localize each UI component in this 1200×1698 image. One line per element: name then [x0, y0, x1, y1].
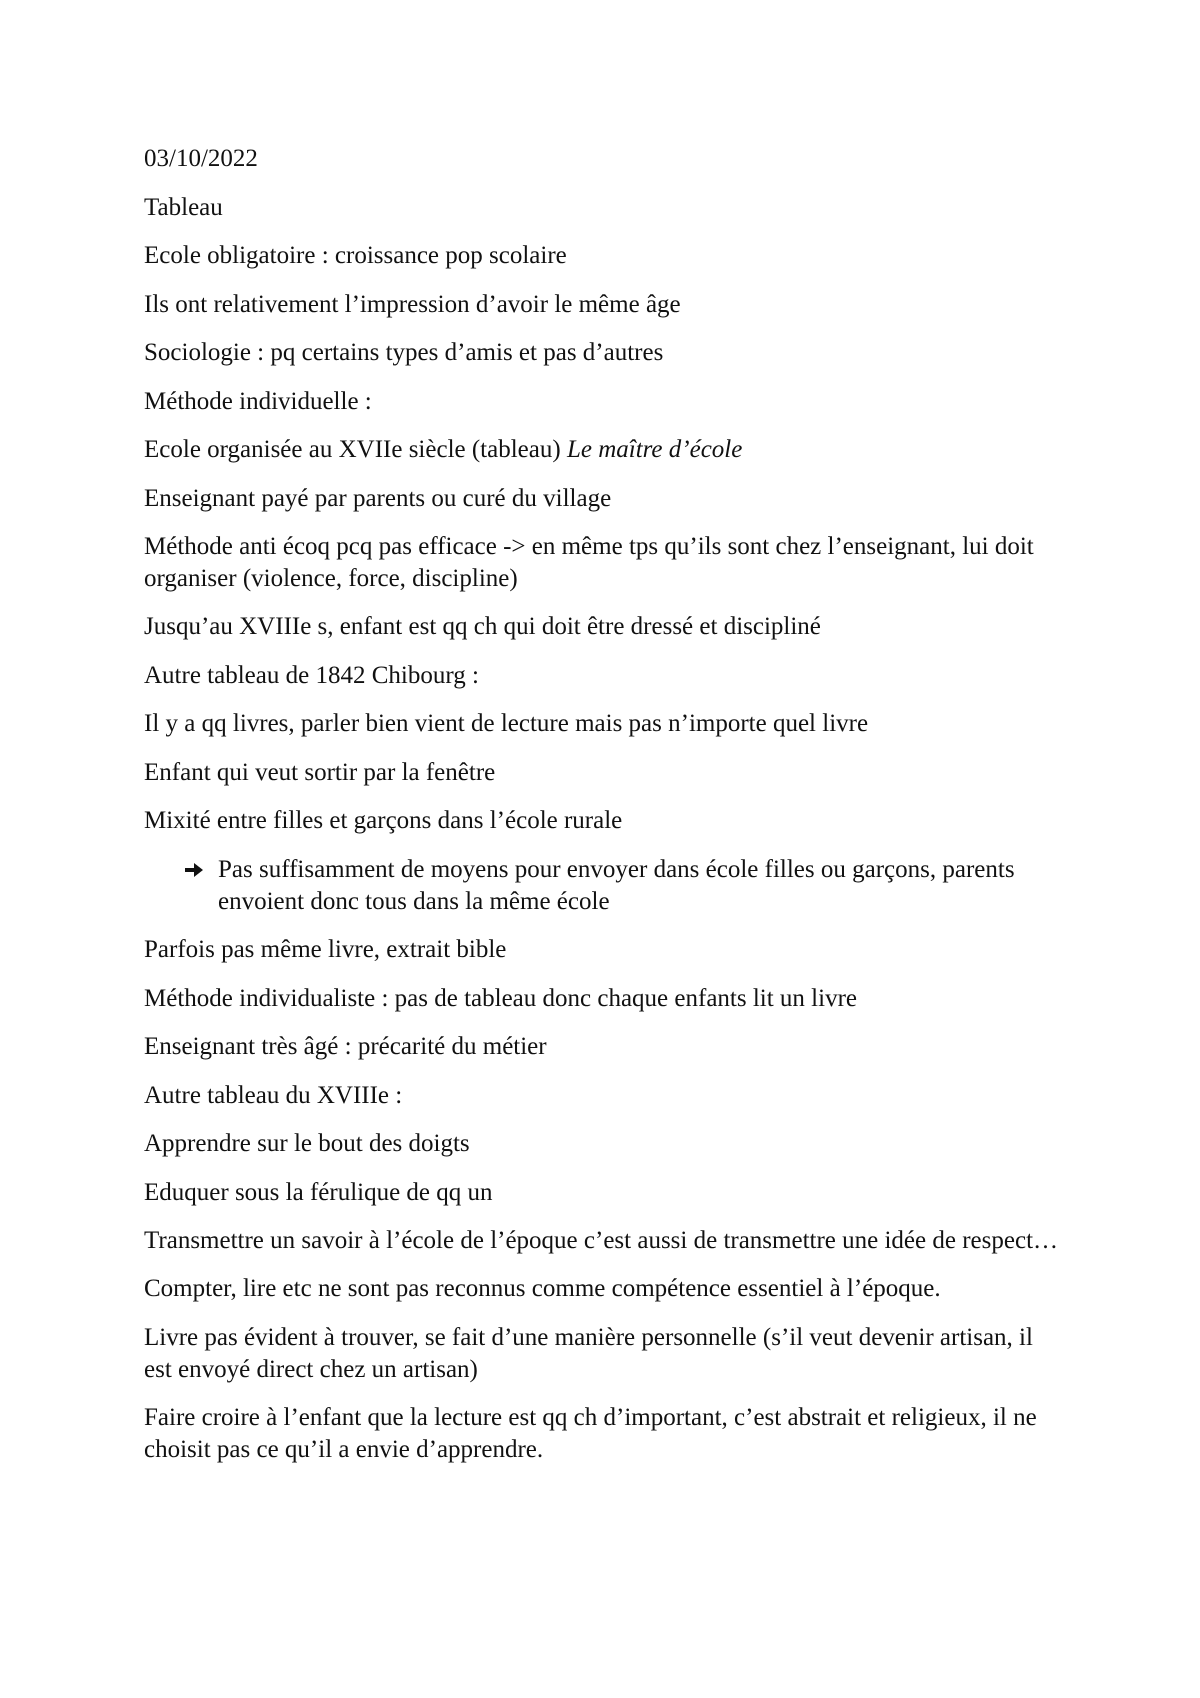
bullet-text: Pas suffisamment de moyens pour envoyer dans école filles ou garçons, parents envoient donc tous dans la même école — [218, 855, 1015, 915]
text-paragraph: Livre pas évident à trouver, se fait d’une manière personnelle (s’il veut devenir artisan, il est envoyé direct chez un artisan) — [144, 1323, 1033, 1383]
text-line: Mixité entre filles et garçons dans l’école rurale — [144, 807, 623, 834]
artwork-title: Le maître d’école — [566, 436, 743, 463]
text-line: Ecole obligatoire : croissance pop scolaire — [144, 242, 567, 269]
text-line: Sociologie : pq certains types d’amis et pas d’autres — [144, 339, 664, 366]
text-line: Enfant qui veut sortir par la fenêtre — [144, 758, 496, 786]
date-line: 03/10/2022 — [144, 145, 258, 172]
text-paragraph: Méthode anti écoq pcq pas efficace -> en même tps qu’ils sont chez l’enseignant, lui doit organiser (violence, force, discipline) — [144, 533, 1034, 592]
text-line: Enseignant payé par parents ou curé du village — [144, 484, 612, 512]
text-line: Méthode individualiste : pas de tableau donc chaque enfants lit un livre — [144, 984, 857, 1012]
text-line: Méthode individuelle : — [144, 387, 372, 415]
text-line: Autre tableau du XVIIIe : — [144, 1081, 403, 1109]
text-line: Jusqu’au XVIIIe s, enfant est qq ch qui doit être dressé et discipliné — [144, 613, 821, 640]
arrow-right-icon — [184, 860, 204, 880]
text-paragraph: Faire croire à l’enfant que la lecture est qq ch d’important, c’est abstrait et religieux, il ne choisit pas ce qu’il a envie d’apprendre. — [144, 1403, 1037, 1463]
text-line: Parfois pas même livre, extrait bible — [144, 936, 507, 963]
text-line: Enseignant très âgé : précarité du métier — [144, 1033, 547, 1060]
text-line: Apprendre sur le bout des doigts — [144, 1130, 470, 1157]
text-line: Ils ont relativement l’impression d’avoir le même âge — [144, 290, 681, 318]
text-line: Eduquer sous la férulique de qq un — [144, 1178, 493, 1206]
text-line: Il y a qq livres, parler bien vient de lecture mais pas n’importe quel livre — [144, 710, 869, 737]
text-line: Tableau — [144, 193, 223, 221]
text-line: Autre tableau de 1842 Chibourg : — [144, 661, 479, 689]
document-page — [144, 143, 1064, 1482]
text-paragraph: Transmettre un savoir à l’école de l’époque c’est aussi de transmettre une idée de respect… — [144, 1227, 1059, 1254]
bullet-item — [144, 854, 1064, 918]
text-line: Compter, lire etc ne sont pas reconnus comme compétence essentiel à l’époque. — [144, 1275, 941, 1302]
text-line-part: Ecole organisée au XVIIe siècle (tableau) — [144, 436, 567, 463]
text-line-with-title — [144, 434, 1064, 466]
